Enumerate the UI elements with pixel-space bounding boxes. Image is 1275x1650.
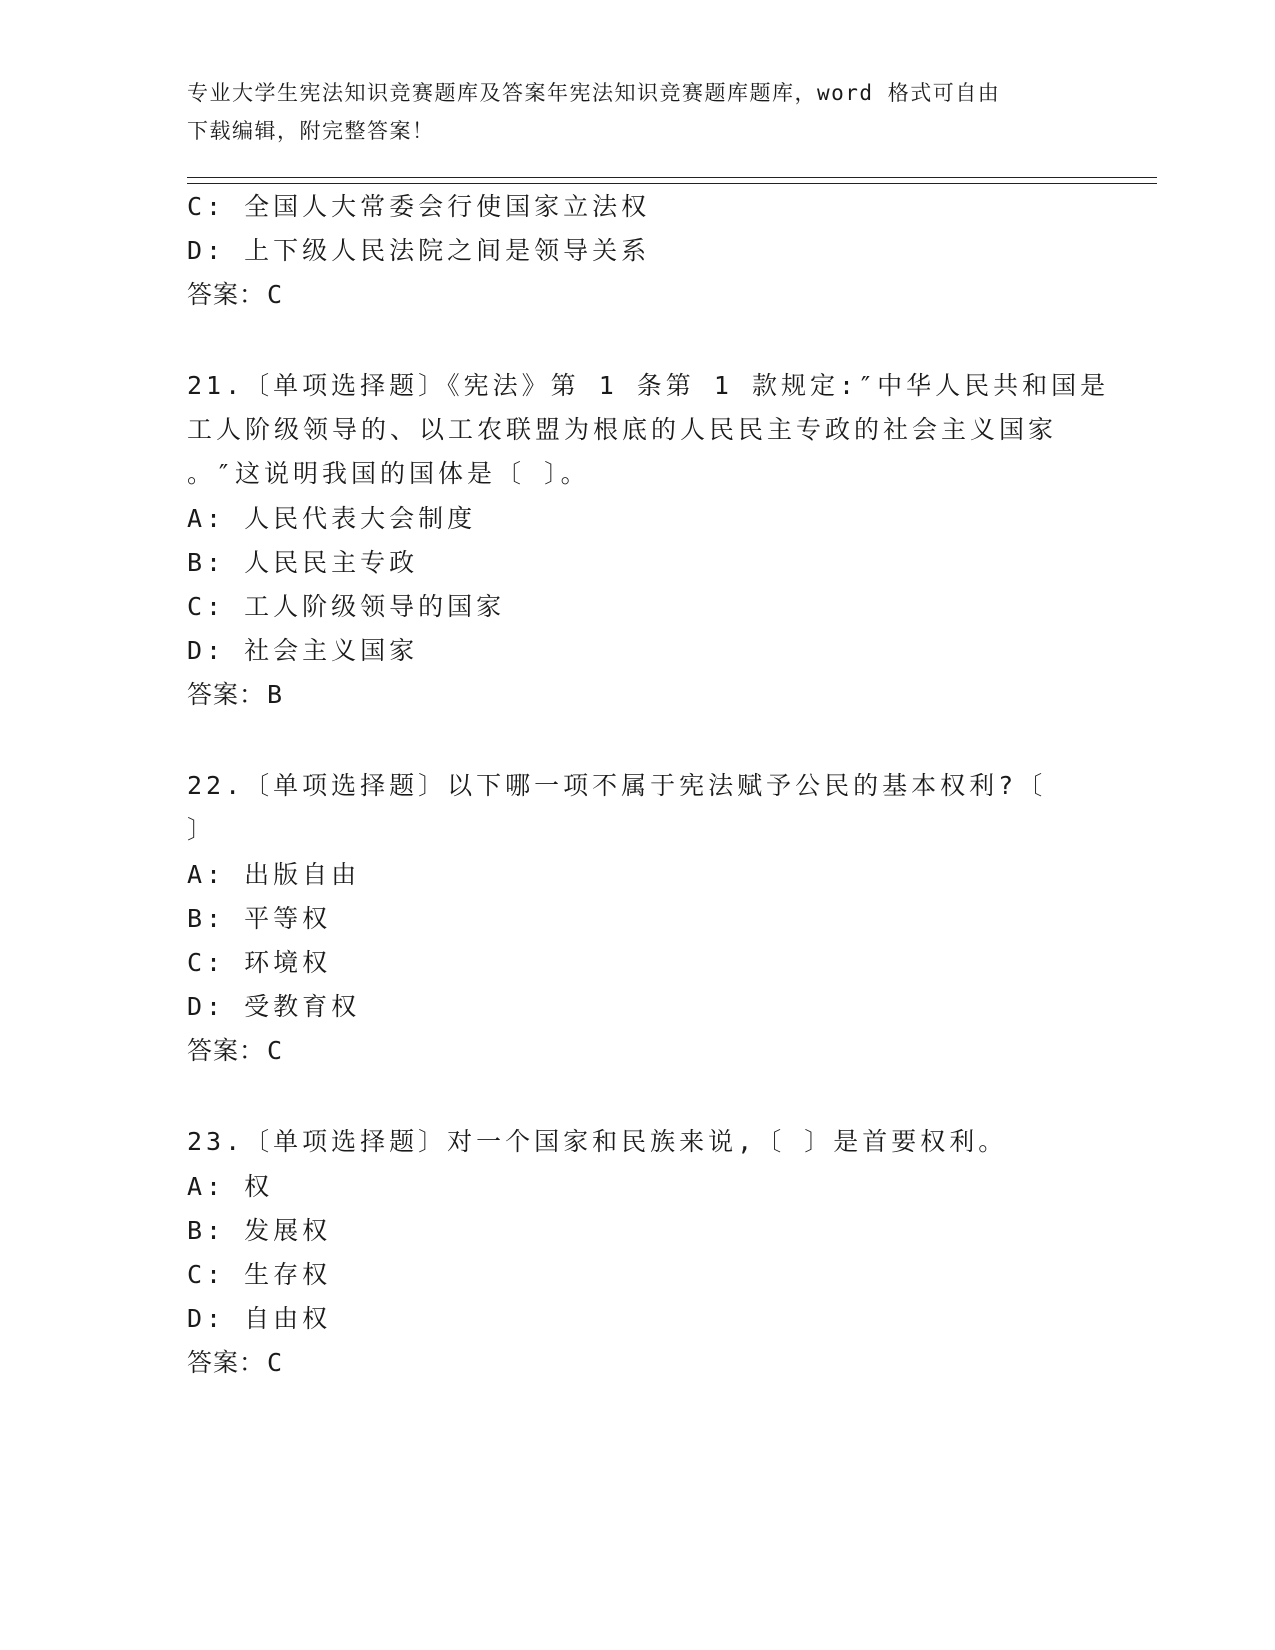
q23-option-b: B: 发展权 (187, 1216, 332, 1245)
header-line-2: 下载编辑，附完整答案！ (187, 119, 435, 143)
prev-option-c: C: 全国人大常委会行使国家立法权 (187, 192, 651, 221)
q21-option-a: A: 人民代表大会制度 (187, 504, 477, 533)
q22-stem-line-2: 〕 (187, 815, 217, 844)
prev-option-d: D: 上下级人民法院之间是领导关系 (187, 236, 651, 265)
q22-option-b: B: 平等权 (187, 904, 332, 933)
prev-answer (187, 273, 283, 317)
q22-answer (187, 1029, 283, 1073)
q21-stem-line-3: 。″这说明我国的国体是〔 〕。 (187, 459, 590, 488)
header-line-1: 专业大学生宪法知识竞赛题库及答案年宪法知识竞赛题库题库，word 格式可自由 (187, 81, 1001, 105)
answer-label: 答案： (187, 280, 266, 309)
q22-option-a: A: 出版自由 (187, 860, 361, 889)
q22-option-c: C: 环境权 (187, 948, 332, 977)
q22-stem-line-1: 22.〔单项选择题〕以下哪一项不属于宪法赋予公民的基本权利?〔 (187, 771, 1047, 800)
answer-label: 答案： (187, 1036, 266, 1065)
answer-label: 答案： (187, 1348, 266, 1377)
answer-value: C (267, 280, 284, 309)
header-divider-bottom (187, 183, 1157, 184)
q21-stem-line-1: 21.〔单项选择题〕《宪法》第 1 条第 1 款规定:″中华人民共和国是 (187, 371, 1110, 400)
answer-value: C (267, 1348, 284, 1377)
answer-value: C (267, 1036, 284, 1065)
q22-option-d: D: 受教育权 (187, 992, 361, 1021)
q21-answer (187, 673, 283, 717)
q23-answer (187, 1341, 283, 1385)
q23-option-c: C: 生存权 (187, 1260, 332, 1289)
q21-stem-line-2: 工人阶级领导的、以工农联盟为根底的人民民主专政的社会主义国家 (187, 415, 1058, 444)
q23-stem-line-1: 23.〔单项选择题〕对一个国家和民族来说,〔 〕是首要权利。 (187, 1127, 1008, 1156)
document-header (187, 74, 1067, 150)
q21-option-b: B: 人民民主专政 (187, 548, 419, 577)
answer-value: B (267, 680, 284, 709)
q23-option-d: D: 自由权 (187, 1304, 332, 1333)
q23-option-a: A: 权 (187, 1172, 274, 1201)
q21-option-c: C: 工人阶级领导的国家 (187, 592, 506, 621)
answer-label: 答案： (187, 680, 266, 709)
q21-option-d: D: 社会主义国家 (187, 636, 419, 665)
header-divider-top (187, 177, 1157, 178)
